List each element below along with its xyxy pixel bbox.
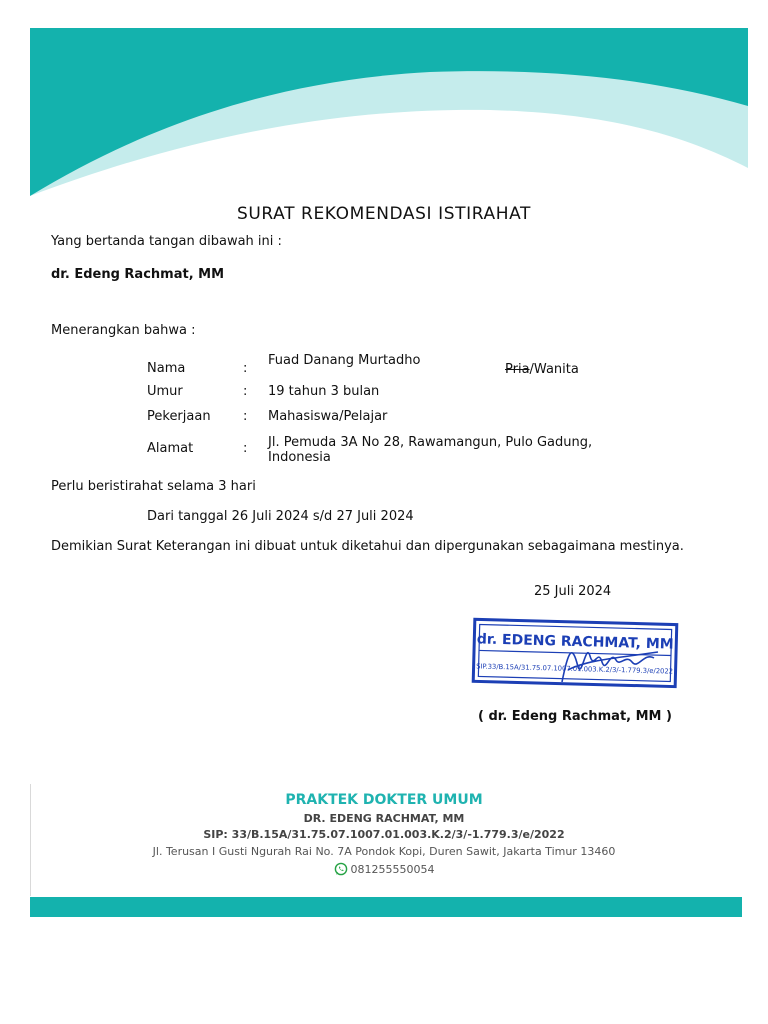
- footer-title: PRAKTEK DOKTER UMUM: [285, 792, 483, 808]
- footer-phone-row: [0, 862, 768, 876]
- explains-text: Menerangkan bahwa :: [51, 323, 196, 338]
- gender-rest: /Wanita: [529, 362, 579, 377]
- age-label: Umur: [147, 384, 183, 399]
- header-wave: [30, 28, 748, 196]
- name-label: Nama: [147, 361, 186, 376]
- footer-address: Jl. Terusan I Gusti Ngurah Rai No. 7A Pondok Kopi, Duren Sawit, Jakarta Timur 13460: [152, 845, 616, 858]
- colon: :: [243, 384, 248, 399]
- footer-bar: [30, 897, 742, 917]
- sign-date: 25 Juli 2024: [534, 584, 612, 599]
- colon: :: [243, 409, 248, 424]
- address-label: Alamat: [147, 441, 194, 456]
- address-line2: Indonesia: [268, 450, 331, 465]
- doctor-name: dr. Edeng Rachmat, MM: [51, 267, 225, 282]
- footer-sip: SIP: 33/B.15A/31.75.07.1007.01.003.K.2/3/-1.779.3/e/2022: [203, 828, 565, 841]
- colon: :: [243, 361, 248, 376]
- job-value: Mahasiswa/Pelajar: [268, 409, 388, 424]
- colon: :: [243, 441, 248, 456]
- rest-needed: Perlu beristirahat selama 3 hari: [51, 479, 256, 494]
- name-value: Fuad Danang Murtadho: [268, 353, 421, 368]
- address-line1: Jl. Pemuda 3A No 28, Rawamangun, Pulo Gadung,: [268, 435, 593, 450]
- gender-struck: Pria: [505, 362, 530, 377]
- footer-doctor: DR. EDENG RACHMAT, MM: [303, 812, 465, 825]
- closing-statement: Demikian Surat Keterangan ini dibuat untuk diketahui dan dipergunakan sebagaimana mestinya.: [51, 539, 684, 554]
- gender-field: [505, 362, 579, 377]
- age-value: 19 tahun 3 bulan: [268, 384, 380, 399]
- footer-phone: 081255550054: [350, 863, 435, 876]
- doctor-stamp: [468, 612, 684, 694]
- document-title: SURAT REKOMENDASI ISTIRAHAT: [237, 204, 531, 224]
- intro-text: Yang bertanda tangan dibawah ini :: [51, 234, 282, 249]
- date-range: Dari tanggal 26 Juli 2024 s/d 27 Juli 2024: [147, 509, 414, 524]
- signature-name: ( dr. Edeng Rachmat, MM ): [478, 709, 672, 724]
- stamp-name: dr. EDENG RACHMAT, MM: [476, 631, 674, 653]
- whatsapp-icon: [334, 862, 348, 876]
- job-label: Pekerjaan: [147, 409, 211, 424]
- stamp-sip: SIP.33/B.15A/31.75.07.1007.01.003.K.2/3/-1.779.3/e/2022: [476, 662, 674, 676]
